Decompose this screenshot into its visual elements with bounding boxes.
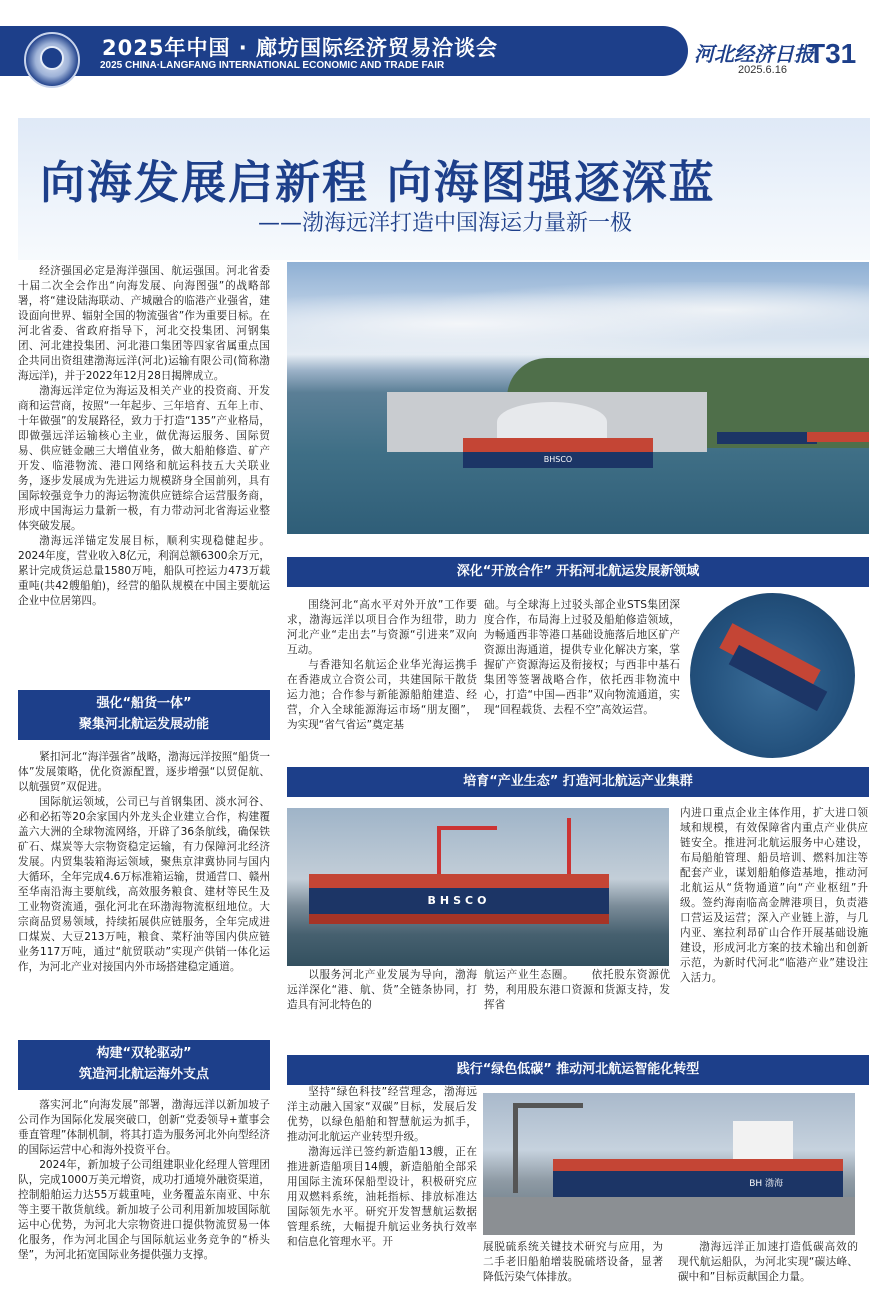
section-text-open-cooperation-col2 — [484, 598, 680, 748]
ship-bridge — [733, 1121, 793, 1161]
section-paragraph: 国际航运领域，公司已与首钢集团、淡水河谷、必和必拓等20余家国内外龙头企业建立合作，构建覆盖六大洲的全球物流网络，开辟了36条航线，确保铁矿石、煤炭等大宗物资稳定运输，有力保障河北经济发展。内贸集装箱海运领域，聚焦京津冀协同与国内大循环，全年完成4.6万标准箱运输，贯通营口、赣州至华南沿海主要航线，高效服务粮食、建材等民生及工业物资流通，强化河北在环渤海物流枢纽地位。大宗商品贸易领域，持续拓展供应链服务，全年完成进口煤炭、大豆213万吨，粮食、菜籽油等国内供应链业务117万吨，通过“航贸联动”实现产供销一体化运作，为河北产业对接国内外市场搭建稳定通道。 — [18, 796, 270, 973]
section-paragraph: 渤海远洋已签约新造船13艘，正在推进新造船项目14艘，新造船舶全部采用国际主流环保船型设计，积极研究应用双燃料系统，油耗指标、排放标准达国际领先水平。研究开发智慧航运数据管理系统，大幅提升航运业务执行效率和信息化管理水平。开 — [287, 1146, 477, 1248]
fair-title-english: 2025 CHINA·LANGFANG INTERNATIONAL ECONOMIC AND TRADE FAIR — [100, 60, 445, 71]
section-paragraph: 础。与全球海上过驳头部企业STS集团深度合作，布局海上过驳及船舶修造领域，为畅通西非等港口基础设施落后地区矿产资源出海通道，提供专业化解决方案，掌握矿产资源海运及衔接权；与西非中基石集团等签署战略合作，依托西非物流中心，打造“中国—西非”双向物流通道，实现“回程载货、去程不空”高效运营。 — [484, 599, 680, 716]
section-paragraph: 以服务河北产业发展为导向，渤海远洋深化“港、航、货”全链条协同，打造具有河北特色的 — [287, 969, 477, 1011]
section-paragraph: 展脱硫系统关键技术研究与应用，为二手老旧船舶增装脱硫塔设备，显著降低污染气体排放。 — [483, 1241, 663, 1283]
section-text-green-col2 — [483, 1240, 663, 1300]
issue-date: 2025.6.16 — [738, 64, 787, 76]
section-text-green-col1 — [287, 1085, 477, 1293]
section-text-industry-ecology-col3 — [680, 806, 868, 1038]
vessel-at-dock-photo — [483, 1093, 855, 1235]
ship-hull: BH 渤海 — [553, 1171, 843, 1197]
section-heading-ship-cargo — [18, 690, 270, 740]
ship-waterline — [309, 914, 609, 924]
ship-deck-small — [807, 432, 869, 442]
section-heading-green-lowcarbon: 践行“绿色低碳” 推动河北航运智能化转型 — [287, 1055, 869, 1085]
section-paragraph: 围绕河北“高水平对外开放”工作要求，渤海远洋以项目合作为纽带，助力河北产业“走出去”与资源“引进来”双向互动。 — [287, 599, 477, 656]
crane — [513, 1103, 518, 1193]
main-headline: 向海发展启新程 向海图强逐深蓝 — [40, 156, 716, 209]
intro-paragraph: 渤海远洋定位为海运及相关产业的投资商、开发商和运营商，按照“一年起步、三年培育、五年上市、十年做强”的发展路径，致力于打造“135”产业格局，即做强远洋运输核心主业，做优海运服务、国际贸易、供应链金融三大增值业务，做大船舶修造、矿产开发、临港物流、港口网络和航运科技五大关联业务，逐步发展成为先进运力规模跻身全国前列，具有国际较强竞争力的海运物流供应链综合运营服务商，形成中国海运力量新一极，有力带动河北省海运业整体突破发展。 — [18, 385, 270, 532]
ship-hull: BHSCO — [463, 452, 653, 468]
section-text-green-col3 — [678, 1240, 858, 1300]
intro-paragraph: 经济强国必定是海洋强国、航运强国。河北省委十届二次全会作出“向海发展、向海图强”的战略部署，将“建设陆海联动、产城融合的临港产业强省，建设面向世界、辐射全国的物流强省”作为重要目标。在河北省委、省政府指导下，河北交投集团、河钢集团、河北建投集团、河北港口集团等四家省属重点国企共同出资组建渤海远洋(河北)运输有限公司(简称渤海远洋)，并于2022年12月28日揭牌成立。 — [18, 265, 270, 382]
ship-deck — [309, 874, 609, 888]
section-heading-line: 强化“船货一体” — [96, 696, 192, 711]
bulk-carrier-photo — [287, 808, 669, 966]
section-text-industry-ecology-col2 — [484, 968, 670, 1016]
section-paragraph: 落实河北“向海发展”部署，渤海远洋以新加坡子公司作为国际化发展突破口，创新“党委领导+董事会垂直管理”体制机制，将其打造为服务河北外向型经济的国际运营中心和海外投资平台。 — [18, 1099, 270, 1156]
storage-dome — [497, 402, 607, 442]
ship-hull-small — [717, 432, 817, 444]
intro-paragraph: 渤海远洋锚定发展目标，顺利实现稳健起步。2024年度，营业收入8亿元，利润总额6300余万元，累计完成货运总量1580万吨，船队可控运力473万载重吨(共42艘船舶)，经营的船队规模在中国主要航运企业中位居第四。 — [18, 535, 270, 607]
ship-deck — [553, 1159, 843, 1171]
section-heading-dual-drive — [18, 1040, 270, 1090]
ship-hull: BHSCO — [309, 888, 609, 914]
page-number: T31 — [808, 38, 857, 69]
section-paragraph: 与香港知名航运企业华光海运携手在香港成立合资公司，共建国际干散货运力池；合作参与新能源船舶建造、经营，介入全球能源海运市场“朋友圈”，为实现“省气省运”奠定基 — [287, 659, 477, 731]
section-paragraph: 2024年，新加坡子公司组建职业化经理人管理团队，完成1000万美元增资，成功打通境外融资渠道，控制船舶运力达55万载重吨，业务覆盖东南亚、中东等主要干散货航线。新加坡子公司利用新加坡国际航运中心优势，为河北大宗物资进口提供物流贸易一体化服务，作为河北国企与国际航运业务竞争的“桥头堡”，为河北拓宽国际业务提供强力支撑。 — [18, 1159, 270, 1261]
section-text-dual-drive — [18, 1098, 270, 1298]
section-text-open-cooperation-col1 — [287, 598, 477, 748]
section-heading-line: 构建“双轮驱动” — [96, 1046, 192, 1061]
sub-headline: ——渤海远洋打造中国海运力量新一极 — [258, 211, 633, 236]
section-text-ship-cargo — [18, 750, 270, 1022]
section-paragraph: 航运产业生态圈。 依托股东资源优势，利用股东港口资源和货源支持，发挥省 — [484, 969, 670, 1011]
dock-apron — [483, 1197, 855, 1235]
crane-arm — [437, 826, 497, 830]
section-heading-industry-ecology: 培育“产业生态” 打造河北航运产业集群 — [287, 767, 869, 797]
section-paragraph: 坚持“绿色科技”经营理念，渤海远洋主动融入国家“双碳”目标，发展后发优势，以绿色船舶和智慧航运为抓手，推动河北航运产业转型升级。 — [287, 1086, 477, 1143]
section-paragraph: 紧扣河北“海洋强省”战略，渤海远洋按照“船货一体”发展策略，优化资源配置，逐步增强“以贸促航、以航强贸”双促进。 — [18, 751, 270, 793]
section-paragraph: 内进口重点企业主体作用，扩大进口领域和规模，有效保障省内重点产业供应链安全。推进河北航运服务中心建设，布局船舶管理、船员培训、燃料加注等配套产业，谋划船舶修造基地，推动河北航运从“货物通道”向“产业枢纽”升级。签约海南临高金牌港项目，负责港口营运及运营；深入产业链上游，与几内亚、塞拉利昂矿山合作开展基础设施建设，形成河北方案的技术输出和创新示范，为新时代河北“临港产业”建设注入活力。 — [680, 807, 868, 984]
section-heading-open-cooperation: 深化“开放合作” 开拓河北航运发展新领域 — [287, 557, 869, 587]
cloud-shape — [287, 282, 869, 352]
intro-text — [18, 264, 270, 666]
section-paragraph: 渤海远洋正加速打造低碳高效的现代航运船队，为河北实现“碳达峰、碳中和”目标贡献国企力量。 — [678, 1241, 858, 1283]
ship-at-sea-photo — [690, 593, 855, 758]
section-heading-line: 聚集河北航运发展动能 — [78, 717, 209, 732]
newspaper-name: 河北经济日报 — [694, 42, 814, 66]
section-heading-line: 筑造河北航运海外支点 — [78, 1067, 209, 1082]
fair-emblem-center — [40, 46, 64, 70]
crane-arm — [513, 1103, 583, 1108]
section-text-industry-ecology-col1 — [287, 968, 477, 1016]
port-aerial-photo — [287, 262, 869, 534]
fair-title: 2025年中国 · 廊坊国际经济贸易洽谈会 — [102, 36, 499, 60]
